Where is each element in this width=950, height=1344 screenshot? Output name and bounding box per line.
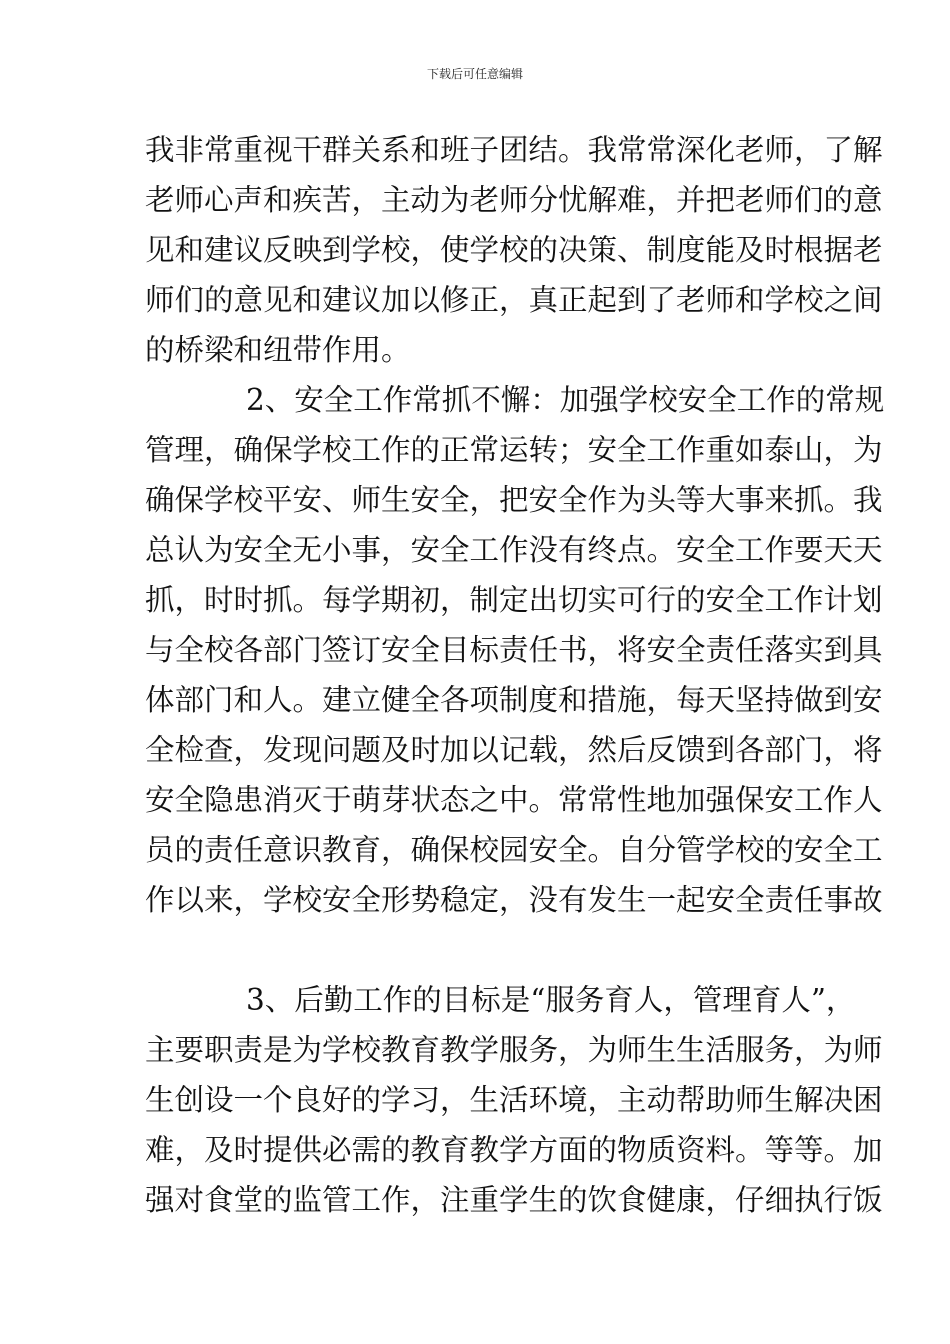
text-line: 的桥梁和纽带作用。	[145, 333, 411, 367]
page-header: 下载后可任意编辑	[426, 67, 523, 81]
text-line: 确保学校平安、师生安全，把安全作为头等大事来抓。我	[145, 483, 883, 517]
text-line: 与全校各部门签订安全目标责任书，将安全责任落实到具	[145, 633, 883, 667]
text-line: 老师心声和疾苦，主动为老师分忧解难，并把老师们的意	[145, 183, 883, 217]
text-line: 员的责任意识教育，确保校园安全。自分管学校的安全工	[145, 833, 883, 867]
text-line: 生创设一个良好的学习，生活环境，主动帮助师生解决困	[145, 1083, 883, 1117]
text-line: 抓，时时抓。每学期初，制定出切实可行的安全工作计划	[145, 583, 883, 617]
text-line: 见和建议反映到学校，使学校的决策、制度能及时根据老	[145, 233, 883, 267]
text-line: 安全隐患消灭于萌芽状态之中。常常性地加强保安工作人	[145, 783, 883, 817]
text-line: 难，及时提供必需的教育教学方面的物质资料。等等。加	[145, 1133, 883, 1167]
text-line: 2、安全工作常抓不懈：加强学校安全工作的常规	[246, 383, 885, 417]
text-line: 管理，确保学校工作的正常运转；安全工作重如泰山，为	[145, 433, 883, 467]
text-line: 总认为安全无小事，安全工作没有终点。安全工作要天天	[145, 533, 883, 567]
text-line: 全检查，发现问题及时加以记载，然后反馈到各部门，将	[145, 733, 883, 767]
text-line: 强对食堂的监管工作，注重学生的饮食健康，仔细执行饭	[145, 1183, 883, 1217]
text-line: 体部门和人。建立健全各项制度和措施，每天坚持做到安	[145, 683, 883, 717]
text-line: 主要职责是为学校教育教学服务，为师生生活服务，为师	[145, 1033, 883, 1067]
text-line: 我非常重视干群关系和班子团结。我常常深化老师，了解	[145, 133, 883, 167]
text-line: 作以来，学校安全形势稳定，没有发生一起安全责任事故	[145, 883, 883, 917]
text-line: 师们的意见和建议加以修正，真正起到了老师和学校之间	[145, 283, 883, 317]
text-line: 3、后勤工作的目标是“服务育人，管理育人”，	[246, 983, 856, 1017]
